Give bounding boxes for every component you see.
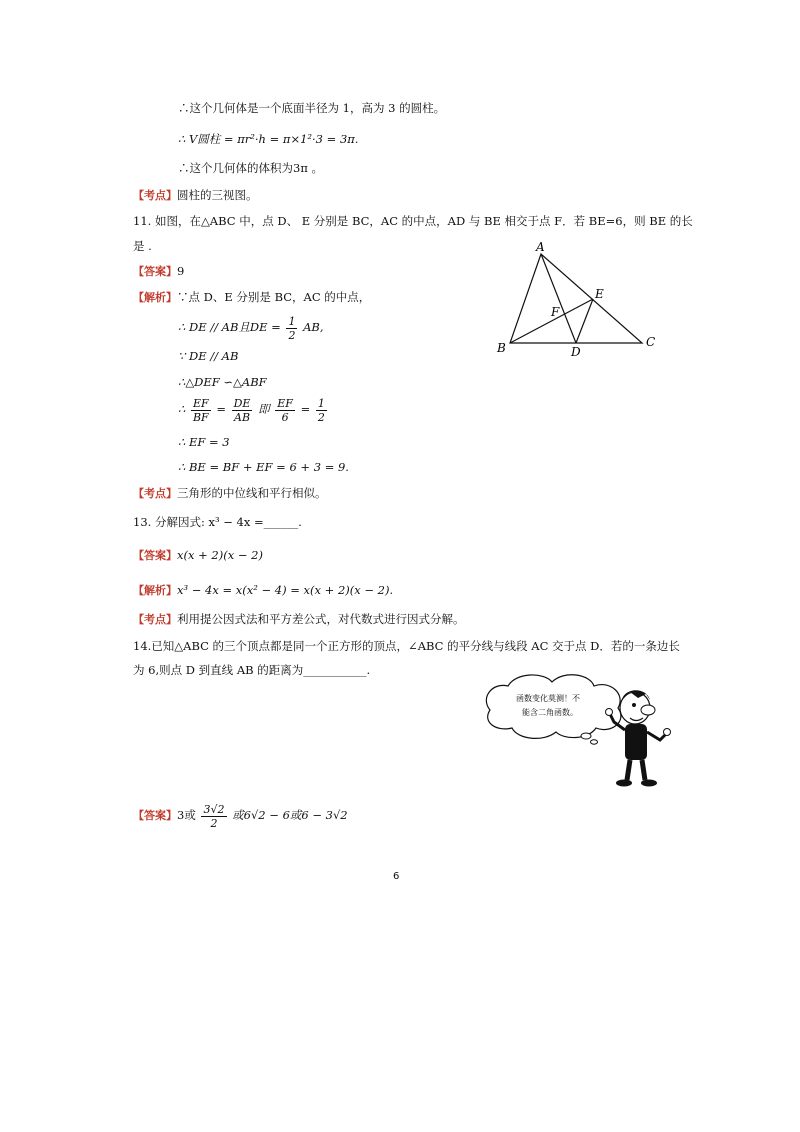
frac-den: BF <box>192 410 209 424</box>
q11-answer <box>133 263 184 280</box>
kaodian-text: 圆柱的三视图。 <box>177 188 258 202</box>
label-f: F <box>551 305 560 319</box>
q11-step-2 <box>178 313 324 342</box>
triangle-figure <box>490 238 665 363</box>
prev-line-1: ∴这个几何体是一个底面半径为 1，高为 3 的圆柱。 <box>178 101 446 115</box>
segment-ad <box>541 254 576 343</box>
frac-3root2-over-2 <box>201 803 226 830</box>
answer-tag: 【答案】 <box>133 809 177 822</box>
fraction-half <box>286 315 297 342</box>
frac-num: 1 <box>288 314 296 328</box>
step2-text-a: ∴ DE // AB且DE = <box>178 320 281 334</box>
bubble-dot <box>591 740 598 744</box>
kaodian-text: 利用提公因式法和平方差公式，对代数式进行因式分解。 <box>177 612 465 626</box>
q13-stem: 13. 分解因式: x³ − 4x =______. <box>133 515 302 529</box>
bubble-dot <box>581 733 591 739</box>
frac-num: 1 <box>317 396 325 410</box>
kaodian-tag: 【考点】 <box>133 613 177 626</box>
q11-stem-2: 是 . <box>133 239 152 253</box>
step5-ji: 即 <box>258 402 270 416</box>
jiexi-step-1: ∵点 D、E 分别是 BC，AC 的中点， <box>177 290 371 304</box>
frac-num: EF <box>192 396 209 410</box>
q14-stem-1: 14.已知△ABC 的三个顶点都是同一个正方形的顶点，∠ABC 的平分线与线段 AC 交于点 D．若的一条边长 <box>133 639 680 653</box>
jiexi-tag: 【解析】 <box>133 584 177 597</box>
answer-tag: 【答案】 <box>133 549 177 562</box>
prev-kaodian <box>133 187 258 204</box>
jiexi-tag: 【解析】 <box>133 291 177 304</box>
q14-answer <box>133 798 348 833</box>
frac-den: 2 <box>317 410 325 424</box>
jiexi-text: x³ − 4x = x(x² − 4) = x(x + 2)(x − 2). <box>177 583 394 597</box>
bubble-text-2: 能含二角函数。 <box>522 708 578 717</box>
prev-line-2: ∴ V圆柱 = πr²·h = π×1²·3 = 3π. <box>178 132 359 146</box>
frac-1-2 <box>316 397 327 424</box>
frac-den: AB <box>234 410 251 424</box>
q14-stem-2: 为 6,则点 D 到直线 AB 的距离为___________. <box>133 663 371 677</box>
label-a: A <box>536 240 545 254</box>
answer-part-rest: 或6√2 − 6或6 − 3√2 <box>232 808 348 822</box>
answer-value: 9 <box>177 264 185 278</box>
segment-de <box>576 299 593 343</box>
frac-de-ab <box>232 397 253 424</box>
label-c: C <box>646 335 656 349</box>
frac-ef-bf <box>191 397 211 424</box>
q11-step-7: ∴ BE = BF + EF = 6 + 3 = 9. <box>178 460 349 474</box>
q11-step-5 <box>178 394 329 424</box>
label-e: E <box>595 287 604 301</box>
step2-text-b: AB, <box>303 320 324 334</box>
step5-therefore: ∴ <box>178 402 186 416</box>
frac-ef-6 <box>275 397 295 424</box>
kaodian-text: 三角形的中位线和平行相似。 <box>177 486 327 500</box>
page-number: 6 <box>393 871 400 882</box>
q13-answer <box>133 547 263 564</box>
q11-stem-1: 11. 如图，在△ABC 中，点 D、 E 分别是 BC，AC 的中点，AD 与 BE 相交于点 F．若 BE=6，则 BE 的长 <box>133 214 693 228</box>
step5-eq2: = <box>300 402 311 416</box>
label-d: D <box>571 345 581 359</box>
bubble-text-1: 函数变化莫测！不 <box>516 694 580 703</box>
answer-tag: 【答案】 <box>133 265 177 278</box>
frac-den: 6 <box>281 410 289 424</box>
thought-bubble <box>486 675 621 739</box>
kaodian-tag: 【考点】 <box>133 487 177 500</box>
q13-kaodian <box>133 611 465 628</box>
frac-den: 2 <box>288 328 296 342</box>
frac-num: EF <box>277 396 293 410</box>
step5-eq: = <box>216 402 226 416</box>
q13-jiexi <box>133 582 393 599</box>
cartoon-illustration <box>478 670 683 795</box>
answer-value: x(x + 2)(x − 2) <box>177 548 263 562</box>
q11-step-3: ∵ DE // AB <box>178 349 239 363</box>
label-b: B <box>497 341 506 355</box>
frac-num: DE <box>233 396 251 410</box>
answer-part-1: 3或 <box>177 808 196 822</box>
frac-num: 3√2 <box>203 802 225 816</box>
triangle-abc <box>510 254 642 343</box>
q11-jiexi-1 <box>133 289 370 306</box>
q11-step-4: ∴△DEF ∽△ABF <box>178 375 267 389</box>
kaodian-tag: 【考点】 <box>133 189 177 202</box>
q11-step-6: ∴ EF = 3 <box>178 435 230 449</box>
q11-kaodian <box>133 485 327 502</box>
frac-den: 2 <box>210 816 218 830</box>
prev-line-3: ∴这个几何体的体积为3π 。 <box>178 161 324 175</box>
